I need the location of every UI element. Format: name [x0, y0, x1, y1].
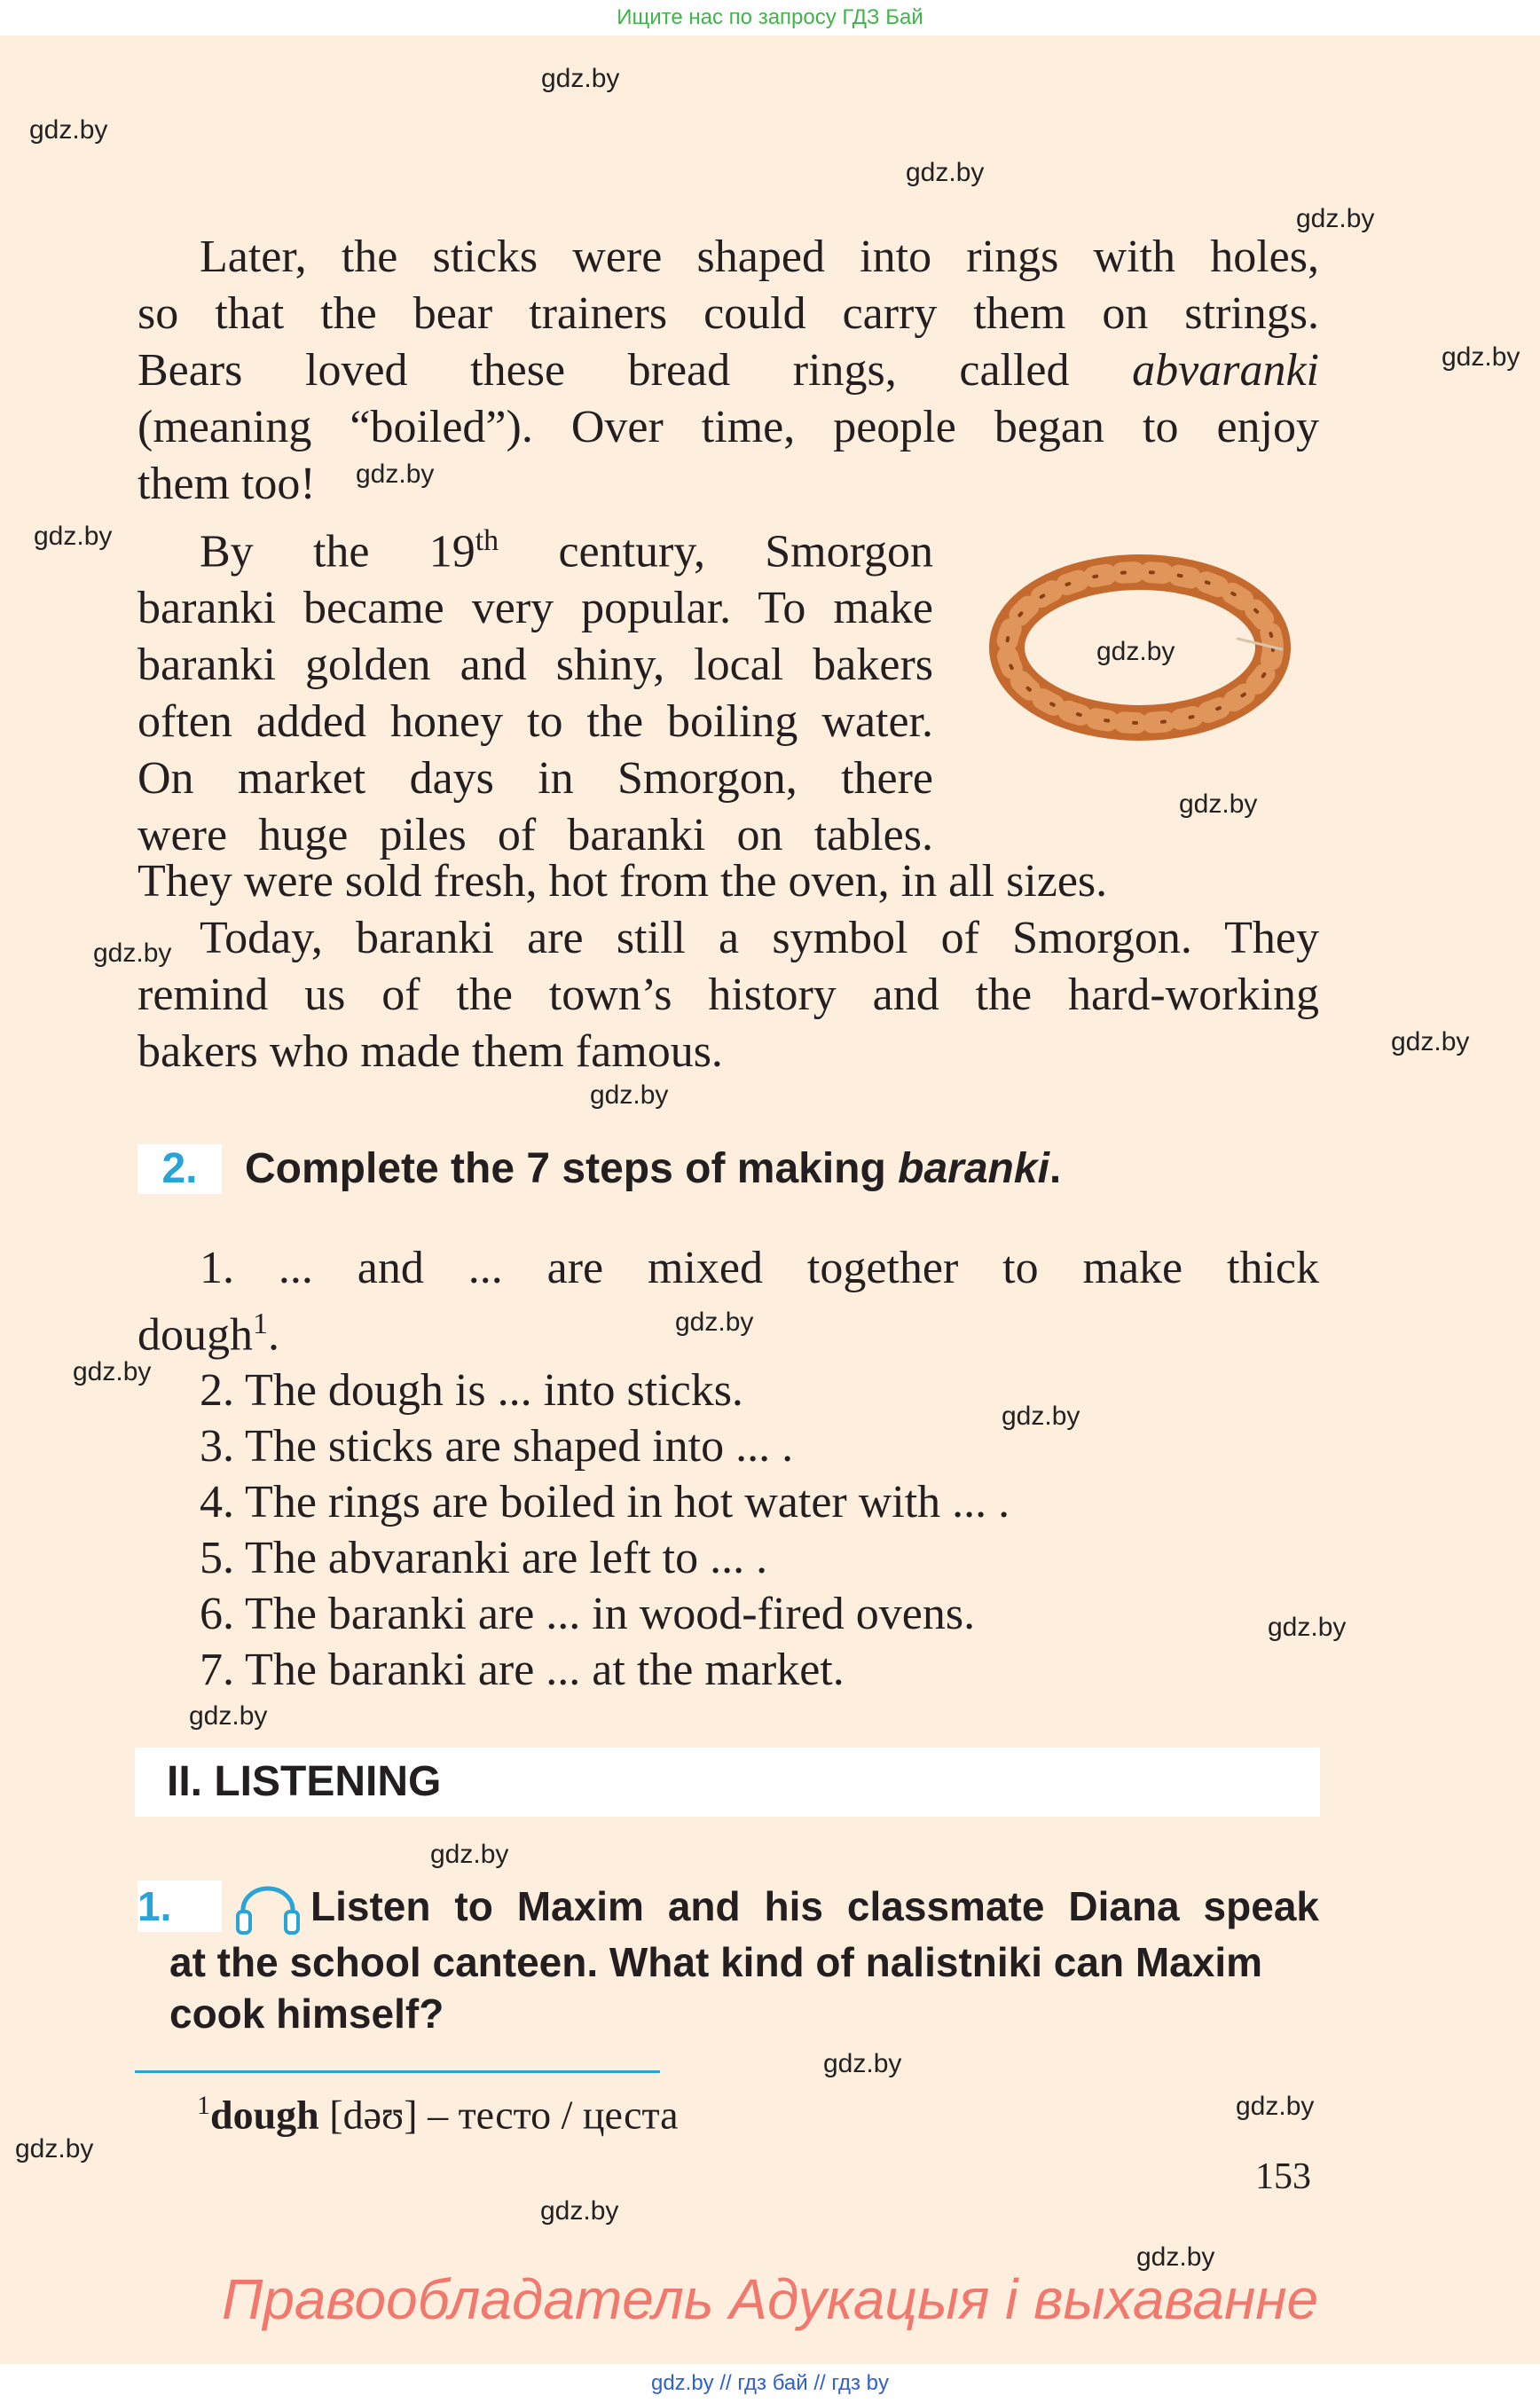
task-2-heading [138, 1144, 1061, 1194]
watermark: gdz.by [590, 1080, 669, 1110]
italic-term: abvaranki [1132, 345, 1319, 396]
watermark: gdz.by [1179, 789, 1258, 819]
step-item: 7. The baranki are ... at the market. [200, 1645, 845, 1696]
section-heading-listening: II. LISTENING [135, 1747, 1320, 1817]
step-item: 5. The abvaranki are left to ... . [200, 1533, 768, 1584]
footnote-word: dough [210, 2092, 319, 2138]
footer-links[interactable]: gdz.by // гдз бай // гдз by [0, 2364, 1540, 2403]
watermark: gdz.by [1391, 1027, 1470, 1056]
watermark: gdz.by [1296, 204, 1375, 233]
text-line: baranki became very popular. To make [138, 583, 933, 634]
task-number: 1. [138, 1881, 222, 1932]
watermark: gdz.by [34, 522, 113, 551]
text-line: bakers who made them famous. [138, 1026, 723, 1077]
text-line: (meaning “boiled”). Over time, people began to enjoy [138, 402, 1319, 452]
watermark: gdz.by [675, 1308, 754, 1337]
reading-paragraph-1 [138, 229, 1319, 513]
steps-list [138, 1240, 1319, 1698]
watermark: gdz.by [1268, 1613, 1347, 1642]
footnote [197, 2079, 679, 2141]
task-text: Listen to Maxim and his classmate Diana speak [310, 1883, 1319, 1929]
ordinal-suffix: th [475, 524, 499, 557]
text-line: Bears loved these bread rings, called [138, 345, 1133, 396]
text-line: They were sold fresh, hot from the oven, in all sizes. [138, 856, 1108, 907]
footnote-ref: 1 [253, 1308, 268, 1340]
task-text: Complete the 7 steps of making [245, 1145, 899, 1192]
watermark: gdz.by [29, 115, 108, 145]
footnote-translation: – тесто / цеста [417, 2092, 679, 2138]
step-item: 4. The rings are boiled in hot water with ... . [200, 1477, 1010, 1528]
text-line: On market days in Smorgon, there [138, 753, 933, 805]
watermark: gdz.by [73, 1357, 152, 1386]
baranki-image [971, 532, 1308, 763]
watermark: gdz.by [1002, 1402, 1080, 1431]
text-line: were huge piles of baranki on tables. [138, 810, 933, 861]
task-text: cook himself? [169, 1990, 444, 2037]
text-line: Later, the sticks were shaped into rings with holes, [200, 232, 1319, 282]
text-line: often added honey to the boiling water. [138, 696, 933, 748]
watermark: gdz.by [430, 1840, 509, 1869]
text-line: Today, baranki are still a symbol of Smorgon. They [200, 913, 1319, 963]
footnote-divider [135, 2070, 660, 2073]
watermark: gdz.by [540, 2196, 619, 2226]
footnote-mark: 1 [197, 2091, 210, 2120]
text-line: baranki golden and shiny, local bakers [138, 640, 933, 691]
step-end: . [268, 1309, 279, 1361]
reading-paragraph-2 [138, 513, 933, 864]
copyright-notice: Правообладатель Адукацыя і выхаванне [221, 2267, 1319, 2331]
watermark: gdz.by [93, 938, 172, 968]
watermark: gdz.by [189, 1701, 268, 1731]
listening-task [138, 1881, 1319, 2039]
task-number: 2. [138, 1144, 222, 1194]
step-item: 3. The sticks are shaped into ... . [200, 1421, 794, 1472]
text-line: so that the bear trainers could carry them on strings. [138, 288, 1319, 339]
task-text: at the school canteen. What kind of nalistniki can Maxim [169, 1938, 1263, 1985]
watermark: gdz.by [1136, 2242, 1215, 2272]
text-line: remind us of the town’s history and the hard-working [138, 970, 1319, 1020]
watermark: gdz.by [1096, 637, 1175, 666]
watermark: gdz.by [1442, 342, 1520, 372]
footnote-transcription: [dəʊ] [329, 2092, 418, 2138]
watermark: gdz.by [356, 459, 435, 489]
watermark: gdz.by [1236, 2092, 1315, 2121]
text-line: century, Smorgon [499, 526, 933, 577]
task-end: . [1049, 1145, 1062, 1192]
text-line: them too! [138, 459, 316, 509]
reading-paragraph-3 [138, 910, 1319, 1080]
top-banner: Ищите нас по запросу ГДЗ Бай [0, 0, 1540, 35]
watermark: gdz.by [15, 2134, 94, 2163]
task-italic: baranki [898, 1145, 1049, 1192]
step-item: 2. The dough is ... into sticks. [200, 1365, 743, 1417]
text-line: By the 19 [200, 526, 475, 577]
step-item: 6. The baranki are ... in wood-fired ovens. [200, 1589, 976, 1640]
step-item: 1. ... and ... are mixed together to make thick [200, 1243, 1319, 1293]
watermark: gdz.by [541, 64, 620, 93]
page-number: 153 [1255, 2156, 1311, 2197]
watermark: gdz.by [823, 2049, 902, 2078]
reading-paragraph-2-end [138, 853, 1319, 910]
watermark: gdz.by [906, 158, 985, 187]
headphones-icon [231, 1883, 305, 1936]
step-item: dough [138, 1309, 253, 1361]
